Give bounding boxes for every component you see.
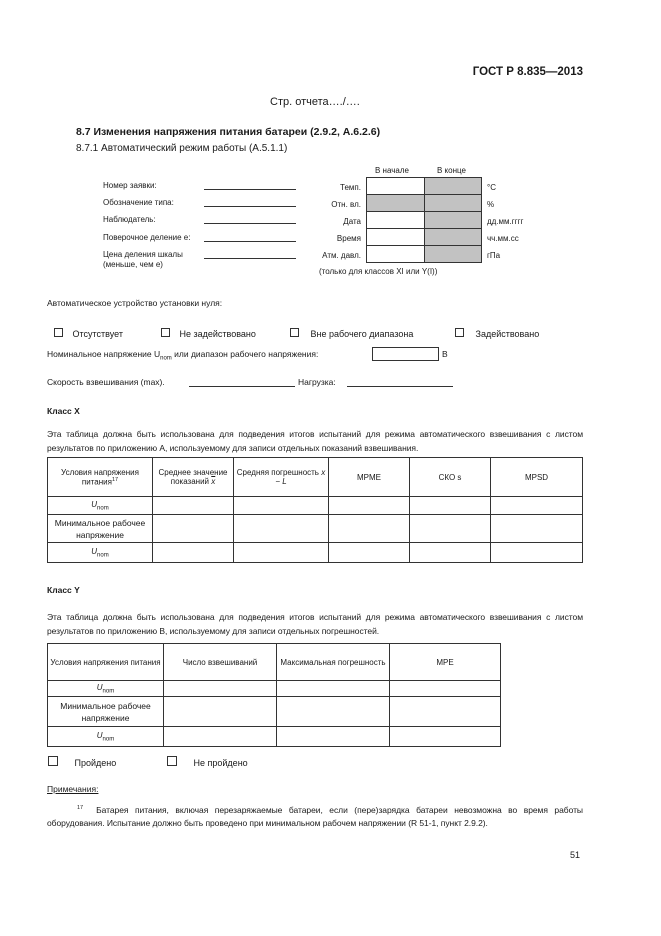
page-number: 51 [570, 850, 581, 860]
class-x-text: Эта таблица должна быть использована для подведения итогов испытаний для режима автоматического взвешивания с листом результатов по приложению А, используемому для записи отдельных показаний взвешивания. [47, 429, 583, 453]
checkbox-passed[interactable] [48, 756, 58, 766]
class-x-row-min-voltage: Минимальное рабочее напряжение [48, 515, 153, 543]
table-cell[interactable] [277, 681, 390, 697]
class-y-row-min-voltage: Минимальное рабочее напряжение [48, 697, 164, 727]
class-y-header-mpe: MPE [390, 644, 501, 681]
meas-cell-humidity-end[interactable] [424, 194, 482, 212]
option-failed[interactable]: Не пройдено [167, 756, 248, 768]
nominal-voltage-label: Номинальное напряжение $U_{nom}$ или диапазон рабочего напряжения: [47, 349, 319, 362]
table-cell[interactable] [329, 543, 410, 563]
table-cell[interactable] [164, 681, 277, 697]
footnote: $^{17}$ Батарея питания, включая перезаряжаемые батареи, если (пере)зарядка батареи невозможна во время работы оборудования. Испытание должно быть проведено при минимальном рабочем напряжении (R 51-1, пункт 2.9.2). [47, 804, 583, 829]
meas-cell-time-start[interactable] [366, 228, 425, 246]
class-y-table [47, 643, 501, 747]
meas-cell-pressure-start[interactable] [366, 245, 425, 263]
notes-title: Примечания: [47, 784, 99, 794]
option-out-of-range[interactable]: Вне рабочего диапазона [290, 328, 413, 339]
class-x-header-sko: СКО s [410, 458, 491, 497]
field-label-verification: Поверочное деление e: [103, 233, 191, 242]
class-y-header-count: Число взвешиваний [164, 644, 277, 681]
table-cell[interactable] [410, 497, 491, 515]
meas-label-humidity: Отн. вл. [331, 200, 361, 209]
table-cell[interactable] [390, 697, 501, 727]
voltage-unit: В [442, 349, 448, 359]
class-x-header-mean: Среднее значение показаний $\overline{x}$ [153, 458, 234, 497]
meas-label-date: Дата [343, 217, 361, 226]
meas-label-time: Время [336, 234, 361, 243]
table-cell[interactable] [153, 515, 234, 543]
table-cell[interactable] [234, 497, 329, 515]
table-cell[interactable] [234, 543, 329, 563]
table-cell[interactable] [153, 543, 234, 563]
class-x-row-unom-1: $U_{nom}$ [48, 497, 153, 515]
document-id: ГОСТ Р 8.835—2013 [472, 66, 583, 78]
meas-cell-date-start[interactable] [366, 211, 425, 229]
table-cell[interactable] [329, 497, 410, 515]
checkbox-failed[interactable] [167, 756, 177, 766]
checkbox-used[interactable] [455, 328, 464, 337]
table-cell[interactable] [390, 727, 501, 747]
subsection-title: 8.7.1 Автоматический режим работы (А.5.1.1) [76, 143, 288, 154]
meas-label-pressure: Атм. давл. [322, 251, 361, 260]
field-line-type[interactable] [204, 206, 296, 207]
class-x-title: Класс X [47, 406, 80, 416]
unit-humidity: % [487, 200, 495, 209]
checkbox-out-of-range[interactable] [290, 328, 299, 337]
table-cell[interactable] [491, 497, 583, 515]
meas-cell-pressure-end[interactable] [424, 245, 482, 263]
option-absent[interactable]: Отсутствует [54, 328, 123, 339]
option-passed[interactable]: Пройдено [48, 756, 116, 768]
class-x-header-mpsd: MPSD [491, 458, 583, 497]
class-x-header-conditions: Условия напряжения питания$^{17}$ [48, 458, 153, 497]
load-label: Нагрузка: [298, 377, 336, 387]
table-cell[interactable] [491, 543, 583, 563]
table-cell[interactable] [390, 681, 501, 697]
table-cell[interactable] [234, 515, 329, 543]
table-cell[interactable] [329, 515, 410, 543]
meas-cell-humidity-start[interactable] [366, 194, 425, 212]
field-label-scale-interval: Цена деления шкалы [103, 250, 183, 259]
field-line-observer[interactable] [204, 223, 296, 224]
class-y-header-max-error: Максимальная погрешность [277, 644, 390, 681]
class-x-header-mean-error: Средняя погрешность x − L [234, 458, 329, 497]
unit-temp: °С [487, 183, 496, 192]
table-cell[interactable] [277, 697, 390, 727]
class-x-header-mpme: MPME [329, 458, 410, 497]
meas-label-temp: Темп. [340, 183, 361, 192]
class-y-header-conditions: Условия напряжения питания [48, 644, 164, 681]
section-title: 8.7 Изменения напряжения питания батареи (2.9.2, А.6.2.6) [76, 126, 381, 138]
voltage-input[interactable] [372, 347, 439, 361]
unit-pressure: гПа [487, 251, 501, 260]
speed-input-line[interactable] [189, 386, 295, 387]
meas-cell-date-end[interactable] [424, 211, 482, 229]
class-x-row-unom-2: $U_{nom}$ [48, 543, 153, 563]
class-y-row-unom-2: $U_{nom}$ [48, 727, 164, 747]
field-label-scale-interval-note: (меньше, чем e) [103, 260, 163, 269]
table-cell[interactable] [277, 727, 390, 747]
zero-device-label: Автоматическое устройство установки нуля: [47, 298, 223, 308]
class-y-title: Класс Y [47, 585, 80, 595]
meas-header-end: В конце [437, 166, 466, 175]
field-label-type: Обозначение типа: [103, 198, 174, 207]
option-not-used[interactable]: Не задействовано [161, 328, 256, 339]
meas-cell-time-end[interactable] [424, 228, 482, 246]
table-cell[interactable] [164, 697, 277, 727]
table-cell[interactable] [410, 515, 491, 543]
meas-header-start: В начале [375, 166, 409, 175]
checkbox-not-used[interactable] [161, 328, 170, 337]
meas-cell-temp-end[interactable] [424, 177, 482, 195]
unit-time: чч.мм.сс [487, 234, 519, 243]
field-line-verification[interactable] [204, 241, 296, 242]
field-label-observer: Наблюдатель: [103, 215, 156, 224]
meas-note: (только для классов XI или Y(I)) [319, 267, 438, 276]
field-line-application[interactable] [204, 189, 296, 190]
unit-date: дд.мм.гггг [487, 217, 524, 226]
speed-label: Скорость взвешивания (max). [47, 377, 165, 387]
table-cell[interactable] [491, 515, 583, 543]
table-cell[interactable] [153, 497, 234, 515]
checkbox-absent[interactable] [54, 328, 63, 337]
table-cell[interactable] [410, 543, 491, 563]
class-x-table [47, 457, 583, 563]
class-y-text: Эта таблица должна быть использована для подведения итогов испытаний для режима автоматического взвешивания с листом результатов по приложению В, используемому для записи отдельных погрешностей. [47, 612, 583, 636]
class-y-row-unom-1: $U_{nom}$ [48, 681, 164, 697]
meas-cell-temp-start[interactable] [366, 177, 425, 195]
load-input-line[interactable] [347, 386, 453, 387]
option-used[interactable]: Задействовано [455, 328, 539, 339]
table-cell[interactable] [164, 727, 277, 747]
report-page-ref: Стр. отчета…./…. [270, 96, 360, 108]
field-line-scale-interval[interactable] [204, 258, 296, 259]
field-label-application: Номер заявки: [103, 181, 157, 190]
